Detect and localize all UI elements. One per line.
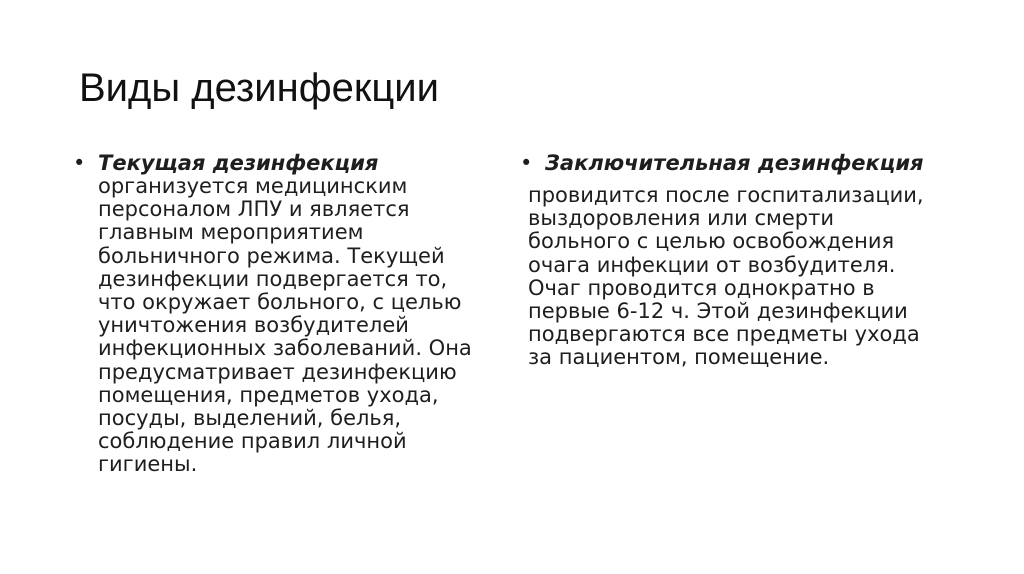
right-body-line: выздоровления или смерти <box>528 206 834 231</box>
right-column <box>520 152 960 370</box>
left-body-line: соблюдение правил личной <box>98 429 407 454</box>
bullet-icon: • <box>520 151 533 175</box>
left-body-line: персоналом ЛПУ и является <box>98 197 410 222</box>
left-body-line: что окружает больного, с целью <box>98 290 462 315</box>
left-body-line: уничтожения возбудителей <box>98 313 409 338</box>
left-body-text <box>73 175 493 477</box>
left-bullet-item <box>73 152 493 175</box>
right-heading: Заключительная дезинфекция <box>545 151 924 175</box>
right-body-line: больного с целью освобождения <box>528 229 895 254</box>
bullet-icon: • <box>73 151 86 175</box>
left-column <box>73 152 493 477</box>
left-body-line: главным мероприятием <box>98 220 364 245</box>
right-body-line: подвергаются все предметы ухода <box>528 322 920 347</box>
right-body-line: провидится после госпитализации, <box>528 183 924 207</box>
left-heading: Текущая дезинфекция <box>98 151 379 175</box>
left-body-line: посуды, выделений, белья, <box>98 406 402 431</box>
left-body-line: помещения, предметов ухода, <box>98 382 439 407</box>
left-body-line: предусматривает дезинфекцию <box>98 359 457 384</box>
right-body-line: очага инфекции от возбудителя. <box>528 252 896 277</box>
left-body-line: больничного режима. Текущей <box>98 243 445 268</box>
right-bullet-item <box>520 152 960 175</box>
left-body-line: организуется медицинским <box>98 174 408 198</box>
left-body-line: гигиены. <box>98 452 198 477</box>
right-body-line: Очаг проводится однократно в <box>528 275 875 300</box>
right-body-line: первые 6-12 ч. Этой дезинфекции <box>528 299 908 324</box>
right-body-text <box>520 184 960 370</box>
left-body-line: инфекционных заболеваний. Она <box>98 336 472 361</box>
right-body-line: за пациентом, помещение. <box>528 345 830 370</box>
left-body-line: дезинфекции подвергается то, <box>98 266 448 291</box>
slide-title: Виды дезинфекции <box>79 66 439 110</box>
